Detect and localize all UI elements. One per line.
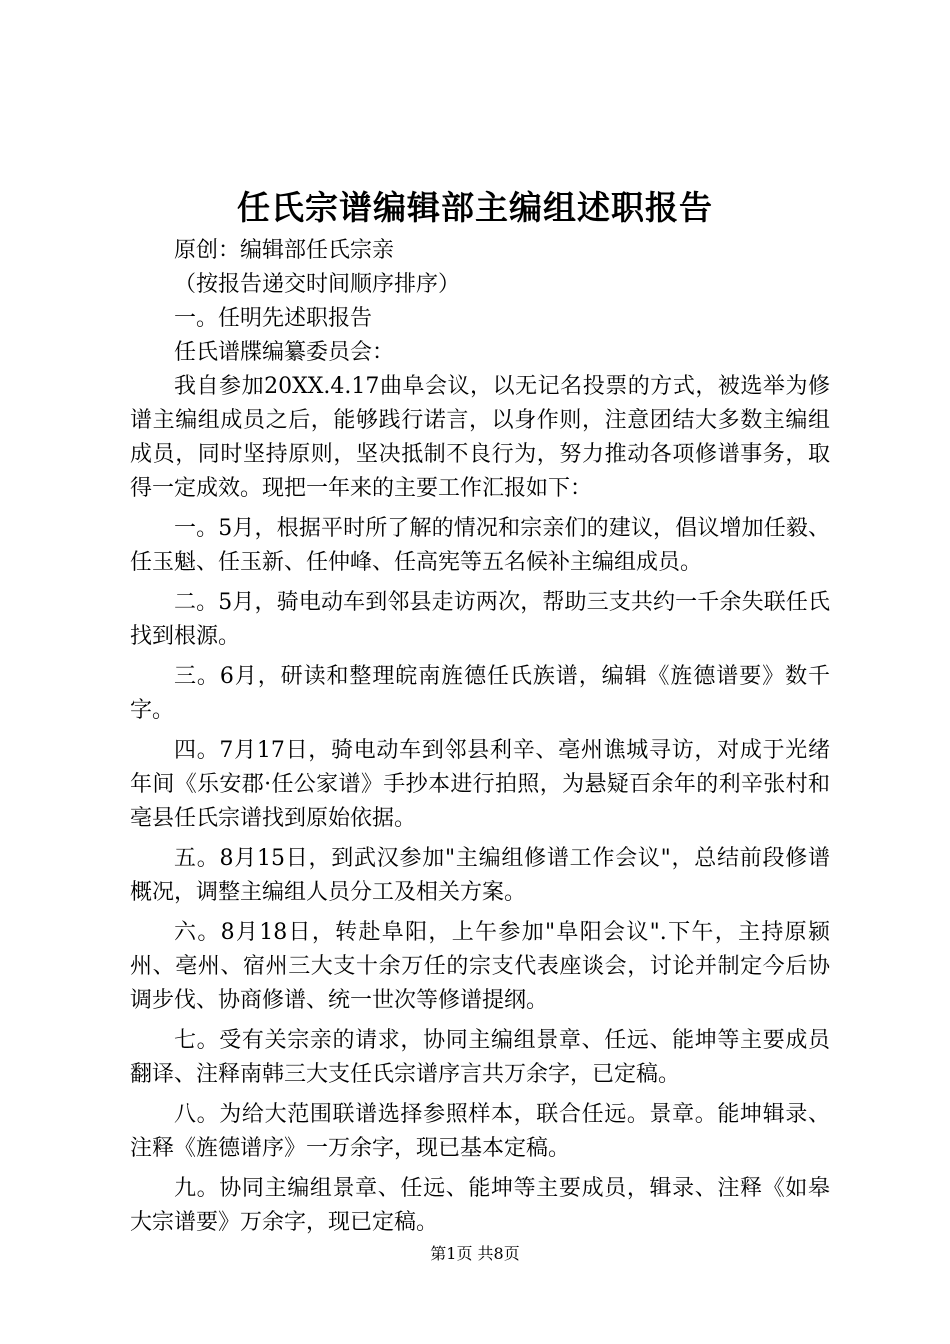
report-item-4: 四。7月17日，骑电动车到邻县利辛、亳州谯城寻访，对成于光绪年间《乐安郡·任公家谱》手抄本进行拍照，为悬疑百余年的利辛张村和亳县任氏宗谱找到原始依据。 (130, 738, 830, 831)
section-heading: 一。任明先述职报告 (174, 306, 373, 331)
report-item-8: 八。为给大范围联谱选择参照样本，联合任远。景章。能坤辑录、注释《旌德谱序》一万余字，现已基本定稿。 (130, 1102, 830, 1161)
report-item-7: 七。受有关宗亲的请求，协同主编组景章、任远、能坤等主要成员翻译、注释南韩三大支任氏宗谱序言共万余字，已定稿。 (130, 1028, 830, 1087)
salutation: 任氏谱牒编纂委员会： (174, 340, 395, 365)
report-item-2: 二。5月，骑电动车到邻县走访两次，帮助三支共约一千余失联任氏找到根源。 (130, 590, 830, 649)
report-item-6: 六。8月18日，转赴阜阳，上午参加"阜阳会议".下午，主持原颍州、亳州、宿州三大支十余万任的宗支代表座谈会，讨论并制定今后协调步伐、协商修谱、统一世次等修谱提纲。 (130, 920, 830, 1013)
report-item-3: 三。6月，研读和整理皖南旌德任氏族谱，编辑《旌德谱要》数千字。 (130, 664, 830, 723)
author-line: 原创：编辑部任氏宗亲 (174, 238, 395, 263)
report-item-1: 一。5月，根据平时所了解的情况和宗亲们的建议，倡议增加任毅、任玉魁、任玉新、任仲峰、任高宪等五名候补主编组成员。 (130, 516, 830, 575)
report-item-9: 九。协同主编组景章、任远、能坤等主要成员，辑录、注释《如皋大宗谱要》万余字，现已定稿。 (130, 1176, 830, 1235)
document-title: 任氏宗谱编辑部主编组述职报告 (237, 188, 713, 227)
document-body (130, 234, 830, 1246)
report-item-5: 五。8月15日，到武汉参加"主编组修谱工作会议"，总结前段修谱概况，调整主编组人员分工及相关方案。 (130, 846, 830, 905)
intro-paragraph: 我自参加20XX.4.17曲阜会议，以无记名投票的方式，被选举为修谱主编组成员之后，能够践行诺言，以身作则，注意团结大多数主编组成员，同时坚持原则，坚决抵制不良行为，努力推动各项修谱事务，取得一定成效。现把一年来的主要工作汇报如下： (130, 374, 830, 501)
ordering-note: （按报告递交时间顺序排序） (174, 272, 461, 297)
page-number: 第1页 共8页 (430, 1244, 520, 1263)
